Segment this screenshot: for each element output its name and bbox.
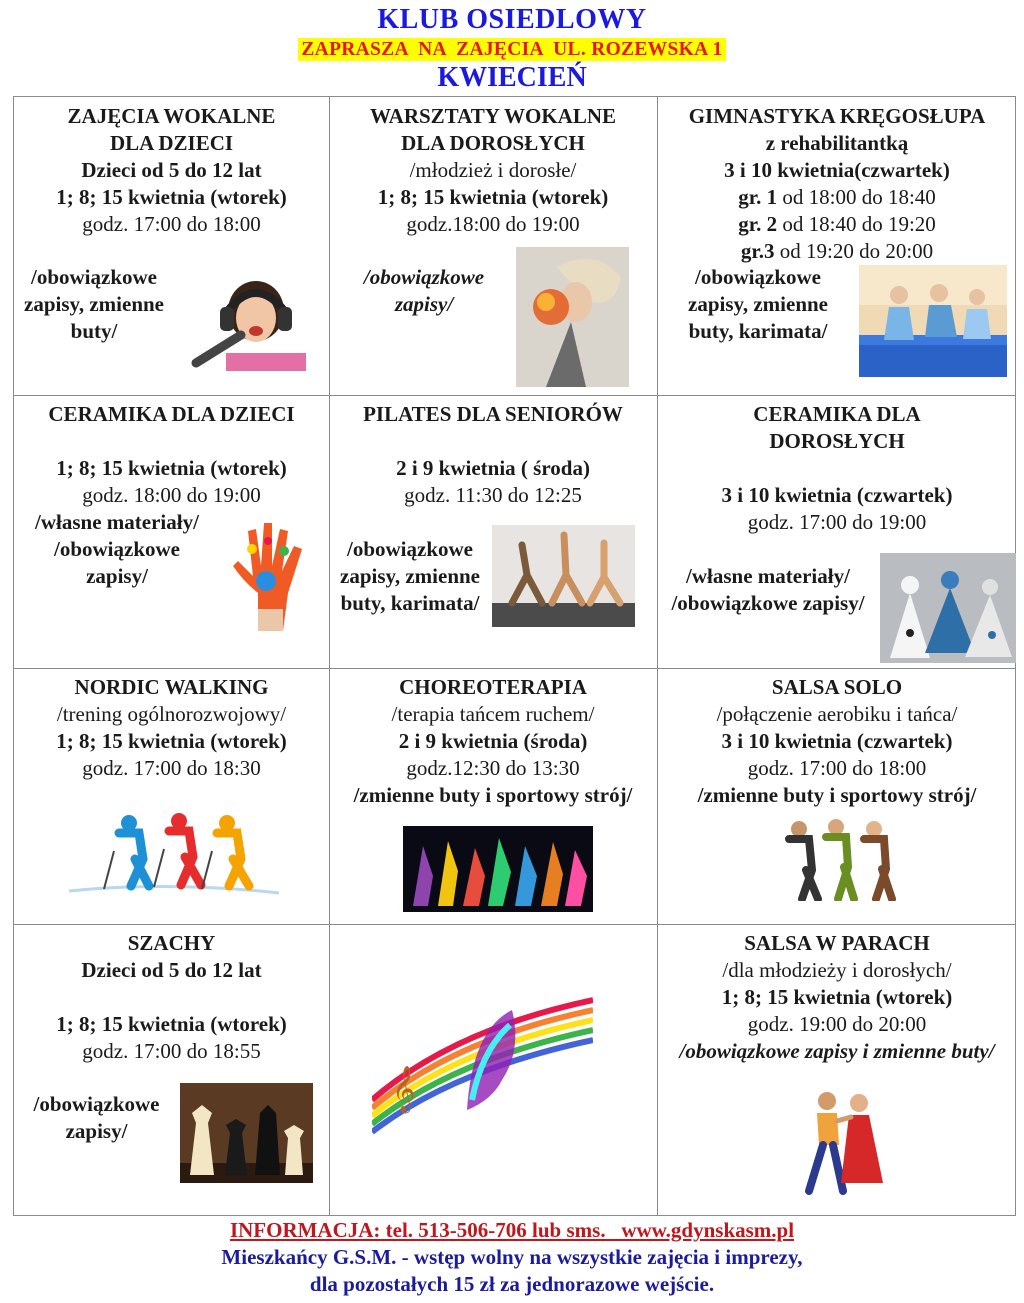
cell-pilates: PILATES DLA SENIORÓW 2 i 9 kwietnia ( środa) godz. 11:30 do 12:25 (363, 402, 623, 507)
info-line[interactable]: INFORMACJA: tel. 513-506-706 lub sms. www.gdynskasm.pl (229, 1218, 795, 1242)
painted-hand-image (228, 521, 308, 633)
cell-ceramics-adults: CERAMIKA DLA DOROSŁYCH 3 i 10 kwietnia (czwartek) godz. 17:00 do 19:00 (721, 402, 953, 534)
salsa-couple-image (779, 1087, 897, 1195)
cell-vocal-kids: ZAJĘCIA WOKALNE DLA DZIECI Dzieci od 5 do 12 lat 1; 8; 15 kwietnia (wtorek) godz. 17:00 do 18:00 (56, 104, 287, 236)
svg-text:𝄞: 𝄞 (392, 1066, 416, 1112)
singer-adult-image (516, 247, 629, 387)
cell-nordic-walking: NORDIC WALKING /trening ogólnorozwojowy/ 1; 8; 15 kwietnia (wtorek) godz. 17:00 do 18:30 (56, 675, 287, 780)
chess-image (180, 1083, 313, 1183)
cell-spine-gym: GIMNASTYKA KRĘGOSŁUPA z rehabilitantką 3 i 10 kwietnia(czwartek) gr. 1 od 18:00 do 18:40 gr. 2 od 18:40 do 19:20 gr.3 od 19:20 do 20:00 (688, 104, 986, 263)
singer-child-image (186, 273, 318, 371)
note-chess: /obowiązkowe zapisy/ (33, 1092, 160, 1143)
note-ceramics-adults: /własne materiały/ /obowiązkowe zapisy/ (671, 564, 865, 615)
ceramics-image (880, 553, 1016, 663)
month-title: KWIECIEŃ (437, 62, 587, 93)
price-note: dla pozostałych 15 zł za jednorazowe wejście. (309, 1272, 715, 1296)
music-art-image (372, 990, 593, 1135)
note-spine-gym: /obowiązkowe zapisy, zmienne buty, karimata/ (688, 265, 828, 343)
page-title: KLUB OSIEDLOWY (377, 4, 647, 35)
cell-salsa-solo: SALSA SOLO /połączenie aerobiku i tańca/ 3 i 10 kwietnia (czwartek) godz. 17:00 do 18:00 /zmienne buty i sportowy strój/ (697, 675, 977, 807)
pilates-image (492, 525, 635, 627)
cell-chess: SZACHY Dzieci od 5 do 12 lat 1; 8; 15 kwietnia (wtorek) godz. 17:00 do 18:55 (56, 931, 287, 1063)
note-ceramics-kids: /własne materiały/ /obowiązkowe zapisy/ (35, 510, 199, 588)
salsa-solo-image (774, 815, 898, 901)
note-vocal-kids: /obowiązkowe zapisy, zmienne buty/ (24, 265, 164, 343)
nordic-walkers-image (69, 811, 279, 895)
cell-ceramics-kids: CERAMIKA DLA DZIECI 1; 8; 15 kwietnia (wtorek) godz. 18:00 do 19:00 (48, 402, 295, 507)
schedule-table (13, 96, 1016, 1216)
gym-group-image (859, 265, 1007, 377)
cell-salsa-pairs: SALSA W PARACH /dla młodzieży i dorosłych/ 1; 8; 15 kwietnia (wtorek) godz. 19:00 do 20:00 /obowiązkowe zapisy i zmienne buty/ (679, 931, 995, 1063)
page-subtitle: ZAPRASZA NA ZAJĘCIA UL. ROZEWSKA 1 (298, 38, 725, 61)
residents-note: Mieszkańcy G.S.M. - wstęp wolny na wszystkie zajęcia i imprezy, (221, 1245, 803, 1269)
note-pilates: /obowiązkowe zapisy, zmienne buty, karimata/ (340, 537, 480, 615)
note-vocal-adults: /obowiązkowe zapisy/ (363, 265, 485, 316)
cell-vocal-adults: WARSZTATY WOKALNE DLA DOROSŁYCH /młodzież i dorosłe/ 1; 8; 15 kwietnia (wtorek) godz.18:00 do 19:00 (369, 104, 617, 236)
cell-choreotherapy: CHOREOTERAPIA /terapia tańcem ruchem/ 2 i 9 kwietnia (środa) godz.12:30 do 13:30 /zmienne buty i sportowy strój/ (353, 675, 633, 807)
dance-abstract-image (403, 826, 593, 912)
